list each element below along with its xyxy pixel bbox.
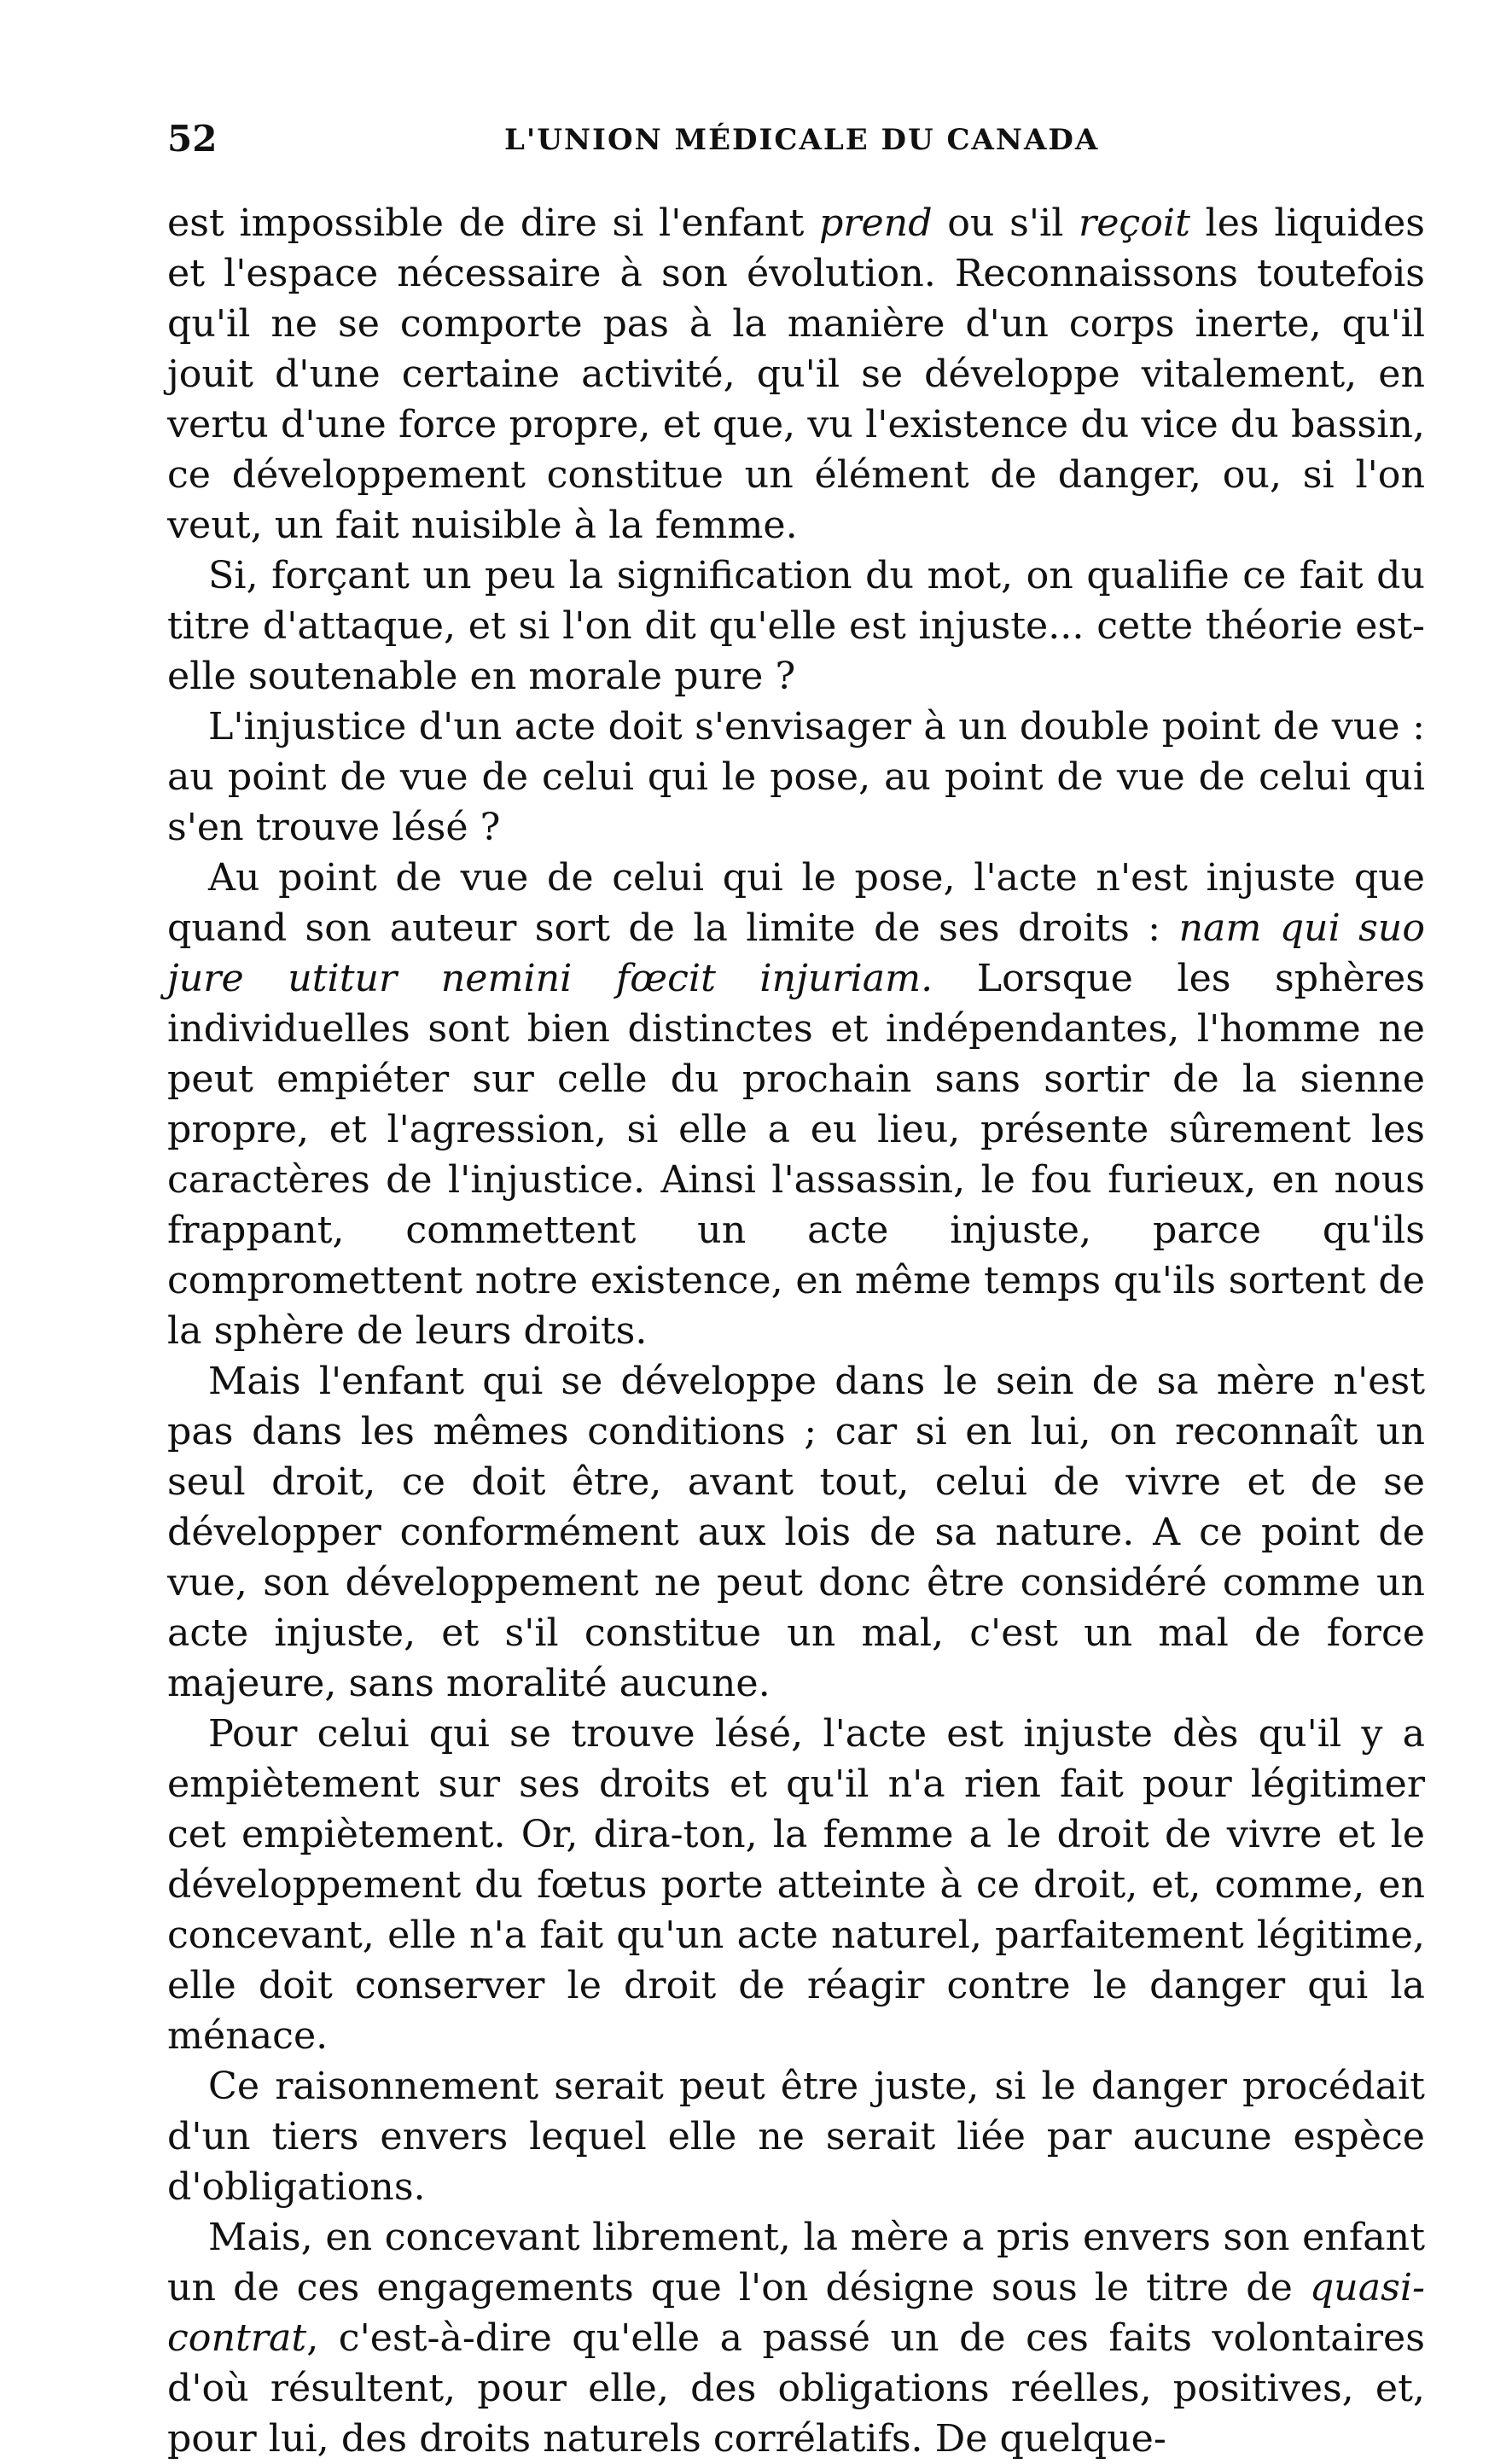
paragraph-1-text-a: est impossible de dire si l'enfant (167, 201, 819, 245)
paragraph-8 (167, 2212, 1425, 2464)
paragraph-1-text-c: ou s'il (932, 201, 1079, 245)
paragraph-7: Ce raisonnement serait peut être juste, si le danger procédait d'un tiers envers lequel elle ne serait liée par aucune espèce d'obligations. (167, 2065, 1425, 2209)
paragraph-1 (167, 198, 1425, 550)
paragraph-8-text-a: Mais, en concevant librement, la mère a pris envers son enfant un de ces engagements que l'on désigne sous le titre de (167, 2216, 1425, 2310)
paragraph-1-italic-recoit: reçoit (1079, 201, 1190, 245)
paragraph-4-latin-quote: nam qui suo jure utitur nemini fœcit injuriam. (167, 906, 1426, 1000)
page-header (167, 118, 1425, 169)
running-head: L'UNION MÉDICALE DU CANADA (504, 123, 1100, 157)
document-page (167, 118, 1425, 2464)
paragraph-4-text-a: Au point de vue de celui qui le pose, l'acte n'est injuste que quand son auteur sort de la limite de ses droits : (167, 856, 1425, 950)
paragraph-4-text-c: Lorsque les sphères individuelles sont bien distinctes et indépendantes, l'homme ne peut empiéter sur celle du prochain sans sortir de la sienne propre, et l'agression, si elle a eu lieu, présente sûrement les caractères de l'injustice. Ainsi l'assassin, le fou furieux, en nous frappant, commettent un acte injuste, parce qu'ils compromettent notre existence, en même temps qu'ils sortent de la sphère de leurs droits. (167, 957, 1426, 1353)
paragraph-3: L'injustice d'un acte doit s'envisager à un double point de vue : au point de vue de celui qui le pose, au point de vue de celui qui s'en trouve lésé ? (167, 705, 1425, 849)
paragraph-5: Mais l'enfant qui se développe dans le sein de sa mère n'est pas dans les mêmes conditions ; car si en lui, on reconnaît un seul droit, ce doit être, avant tout, celui de vivre et de se développer conformément aux lois de sa nature. A ce point de vue, son développement ne peut donc être considéré comme un acte injuste, et s'il constitue un mal, c'est un mal de force majeure, sans moralité aucune. (167, 1360, 1425, 1705)
paragraph-4 (167, 853, 1425, 1356)
paragraph-6: Pour celui qui se trouve lésé, l'acte est injuste dès qu'il y a empiètement sur ses droits et qu'il n'a rien fait pour légitimer cet empiètement. Or, dira-ton, la femme a le droit de vivre et le développement du fœtus porte atteinte à ce droit, et, comme, en concevant, elle n'a fait qu'un acte naturel, parfaitement légitime, elle doit conserver le droit de réagir contre le danger qui la ménace. (167, 1712, 1425, 2058)
paragraph-8-italic-quasi-contrat: quasi-contrat (167, 2266, 1425, 2360)
paragraph-1-italic-prend: prend (818, 201, 933, 245)
paragraph-2: Si, forçant un peu la signification du mot, on qualifie ce fait du titre d'attaque, et si l'on dit qu'elle est injuste... cette théorie est-elle soutenable en morale pure ? (167, 554, 1425, 698)
paragraph-8-text-c: , c'est-à-dire qu'elle a passé un de ces faits volontaires d'où résultent, pour elle, des obligations réelles, positives, et, pour lui, des droits naturels corrélatifs. De quelque- (167, 2316, 1425, 2461)
page-number: 52 (167, 118, 218, 160)
paragraph-1-text-e: les liquides et l'espace nécessaire à son évolution. Reconnaissons toutefois qu'il ne se comporte pas à la manière d'un corps inerte, qu'il jouit d'une certaine activité, qu'il se développe vitalement, en vertu d'une force propre, et que, vu l'existence du vice du bassin, ce développement constitue un élément de danger, ou, si l'on veut, un fait nuisible à la femme. (167, 201, 1426, 547)
